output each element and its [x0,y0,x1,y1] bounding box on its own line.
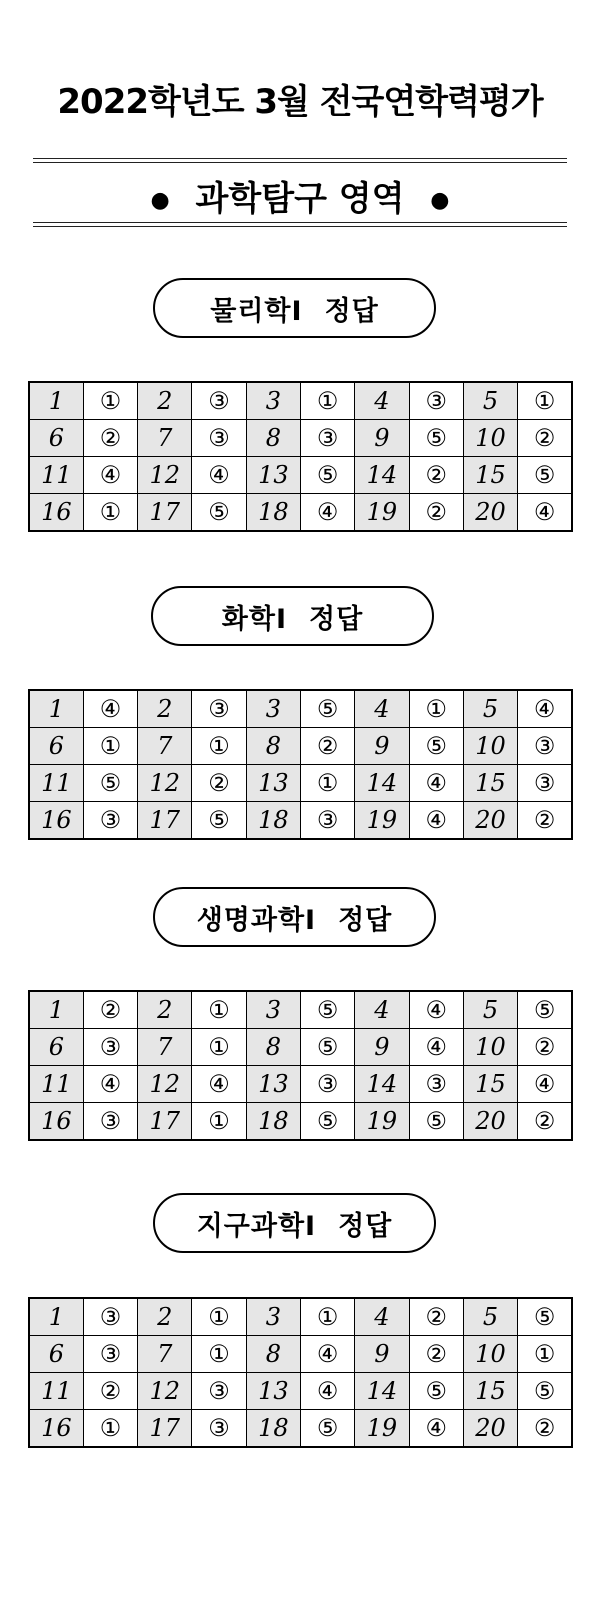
table-row [29,420,572,457]
answer-cell: ② [409,494,463,532]
answer-cell: ⑤ [300,457,354,494]
bullet-icon: ● [430,188,450,213]
answer-cell: ② [300,728,354,765]
answer-cell: ① [192,728,246,765]
answer-cell: ② [518,1029,572,1066]
question-number: 6 [29,1029,83,1066]
answer-cell: ④ [83,457,137,494]
question-number: 17 [138,1410,192,1448]
question-number: 8 [246,1029,300,1066]
question-number: 19 [355,1103,409,1141]
question-number: 20 [463,1103,517,1141]
question-number: 17 [138,494,192,532]
table-row [29,991,572,1029]
question-number: 14 [355,765,409,802]
table-row [29,1298,572,1336]
subject-name: 지구과학Ⅰ [196,1210,317,1242]
answer-cell: ③ [83,1103,137,1141]
subject-name: 화학Ⅰ [221,603,288,635]
question-number: 14 [355,1373,409,1410]
answer-cell: ① [518,1336,572,1373]
question-number: 10 [463,728,517,765]
answer-cell: ③ [192,420,246,457]
answer-cell: ⑤ [192,802,246,840]
question-number: 16 [29,802,83,840]
answer-cell: ② [518,1410,572,1448]
question-number: 19 [355,802,409,840]
question-number: 5 [463,991,517,1029]
bullet-icon: ● [150,188,170,213]
question-number: 5 [463,690,517,728]
question-number: 5 [463,1298,517,1336]
question-number: 7 [138,1336,192,1373]
question-number: 12 [138,457,192,494]
question-number: 18 [246,494,300,532]
answer-cell: ④ [300,494,354,532]
answer-table [28,381,573,532]
answer-cell: ② [518,1103,572,1141]
question-number: 7 [138,420,192,457]
question-number: 10 [463,1336,517,1373]
answer-cell: ② [83,991,137,1029]
question-number: 8 [246,420,300,457]
question-number: 3 [246,991,300,1029]
question-number: 8 [246,728,300,765]
divider [33,226,567,227]
question-number: 7 [138,1029,192,1066]
question-number: 1 [29,382,83,420]
question-number: 20 [463,1410,517,1448]
table-row [29,690,572,728]
answer-cell: ⑤ [300,1103,354,1141]
answer-cell: ② [192,765,246,802]
answer-cell: ④ [409,1029,463,1066]
answer-table [28,990,573,1141]
answer-cell: ③ [83,802,137,840]
question-number: 13 [246,1066,300,1103]
answer-cell: ③ [409,1066,463,1103]
question-number: 6 [29,420,83,457]
answer-label: 정답 [338,904,393,936]
answer-cell: ① [300,765,354,802]
table-row [29,765,572,802]
question-number: 6 [29,1336,83,1373]
table-row [29,802,572,840]
question-number: 11 [29,1373,83,1410]
subtitle-text: 과학탐구 영역 [195,179,405,219]
table-row [29,1373,572,1410]
question-number: 2 [138,991,192,1029]
table-row [29,1410,572,1448]
answer-cell: ① [192,1336,246,1373]
answer-cell: ③ [83,1298,137,1336]
question-number: 9 [355,1029,409,1066]
question-number: 19 [355,1410,409,1448]
table-row [29,728,572,765]
page-title: 2022학년도 3월 전국연학력평가 [57,82,543,122]
answer-cell: ① [192,1298,246,1336]
answer-table [28,1297,573,1448]
answer-cell: ③ [300,420,354,457]
question-number: 17 [138,1103,192,1141]
question-number: 11 [29,765,83,802]
answer-cell: ③ [409,382,463,420]
answer-cell: ⑤ [409,1373,463,1410]
answer-cell: ③ [83,1336,137,1373]
question-number: 13 [246,765,300,802]
answer-cell: ⑤ [518,991,572,1029]
question-number: 16 [29,494,83,532]
answer-cell: ③ [192,382,246,420]
question-number: 2 [138,690,192,728]
answer-cell: ② [518,420,572,457]
answer-cell: ③ [192,1373,246,1410]
answer-cell: ③ [518,765,572,802]
answer-cell: ④ [409,802,463,840]
question-number: 11 [29,1066,83,1103]
answer-cell: ① [192,1029,246,1066]
answer-cell: ④ [300,1336,354,1373]
answer-cell: ⑤ [83,765,137,802]
answer-cell: ④ [409,765,463,802]
question-number: 9 [355,420,409,457]
answer-cell: ④ [83,690,137,728]
subject-label [151,586,434,646]
section-title [0,171,600,220]
answer-cell: ⑤ [300,1029,354,1066]
answer-cell: ④ [300,1373,354,1410]
answer-cell: ④ [518,1066,572,1103]
table-row [29,494,572,532]
answer-cell: ⑤ [518,457,572,494]
answer-cell: ① [83,728,137,765]
question-number: 12 [138,1066,192,1103]
question-number: 16 [29,1410,83,1448]
question-number: 3 [246,690,300,728]
question-number: 6 [29,728,83,765]
question-number: 7 [138,728,192,765]
question-number: 18 [246,1103,300,1141]
answer-cell: ⑤ [409,420,463,457]
answer-cell: ② [518,802,572,840]
answer-cell: ⑤ [518,1373,572,1410]
subject-label [153,278,436,338]
table-row [29,1066,572,1103]
answer-cell: ① [83,494,137,532]
question-number: 9 [355,728,409,765]
answer-cell: ② [409,1336,463,1373]
answer-cell: ① [192,991,246,1029]
answer-cell: ④ [83,1066,137,1103]
table-row [29,1029,572,1066]
answer-cell: ⑤ [409,728,463,765]
answer-cell: ③ [192,690,246,728]
subject-label [153,887,436,947]
table-row [29,1103,572,1141]
answer-label: 정답 [324,295,379,327]
subject-label [153,1193,436,1253]
question-number: 20 [463,802,517,840]
question-number: 20 [463,494,517,532]
question-number: 18 [246,1410,300,1448]
subject-name: 물리학Ⅰ [210,295,303,327]
divider [33,158,567,159]
answer-cell: ⑤ [409,1103,463,1141]
answer-cell: ⑤ [192,494,246,532]
question-number: 4 [355,991,409,1029]
question-number: 18 [246,802,300,840]
answer-cell: ① [192,1103,246,1141]
answer-cell: ② [409,1298,463,1336]
question-number: 4 [355,382,409,420]
question-number: 12 [138,1373,192,1410]
answer-cell: ④ [409,1410,463,1448]
question-number: 4 [355,690,409,728]
question-number: 10 [463,1029,517,1066]
answer-cell: ③ [192,1410,246,1448]
question-number: 14 [355,457,409,494]
answer-cell: ① [518,382,572,420]
answer-cell: ④ [409,991,463,1029]
answer-cell: ③ [300,1066,354,1103]
answer-label: 정답 [309,603,364,635]
answer-cell: ⑤ [300,690,354,728]
answer-cell: ⑤ [300,1410,354,1448]
question-number: 11 [29,457,83,494]
table-row [29,1336,572,1373]
answer-cell: ④ [518,494,572,532]
question-number: 13 [246,457,300,494]
answer-cell: ⑤ [518,1298,572,1336]
divider [33,222,567,223]
answer-cell: ② [83,1373,137,1410]
table-row [29,382,572,420]
answer-cell: ② [83,420,137,457]
question-number: 1 [29,690,83,728]
question-number: 16 [29,1103,83,1141]
answer-cell: ③ [518,728,572,765]
question-number: 15 [463,765,517,802]
answer-cell: ③ [83,1029,137,1066]
question-number: 10 [463,420,517,457]
divider [33,162,567,163]
question-number: 1 [29,1298,83,1336]
answer-cell: ① [300,382,354,420]
subject-name: 생명과학Ⅰ [196,904,317,936]
question-number: 12 [138,765,192,802]
question-number: 17 [138,802,192,840]
answer-cell: ① [83,1410,137,1448]
question-number: 15 [463,1373,517,1410]
answer-cell: ① [83,382,137,420]
answer-cell: ⑤ [300,991,354,1029]
question-number: 15 [463,457,517,494]
answer-cell: ① [300,1298,354,1336]
question-number: 13 [246,1373,300,1410]
question-number: 4 [355,1298,409,1336]
answer-table [28,689,573,840]
question-number: 1 [29,991,83,1029]
question-number: 9 [355,1336,409,1373]
answer-cell: ④ [518,690,572,728]
answer-cell: ③ [300,802,354,840]
question-number: 19 [355,494,409,532]
answer-cell: ① [409,690,463,728]
answer-label: 정답 [338,1210,393,1242]
question-number: 3 [246,1298,300,1336]
question-number: 2 [138,382,192,420]
question-number: 5 [463,382,517,420]
question-number: 8 [246,1336,300,1373]
question-number: 3 [246,382,300,420]
answer-cell: ② [409,457,463,494]
answer-cell: ④ [192,457,246,494]
question-number: 2 [138,1298,192,1336]
answer-cell: ④ [192,1066,246,1103]
table-row [29,457,572,494]
question-number: 15 [463,1066,517,1103]
question-number: 14 [355,1066,409,1103]
